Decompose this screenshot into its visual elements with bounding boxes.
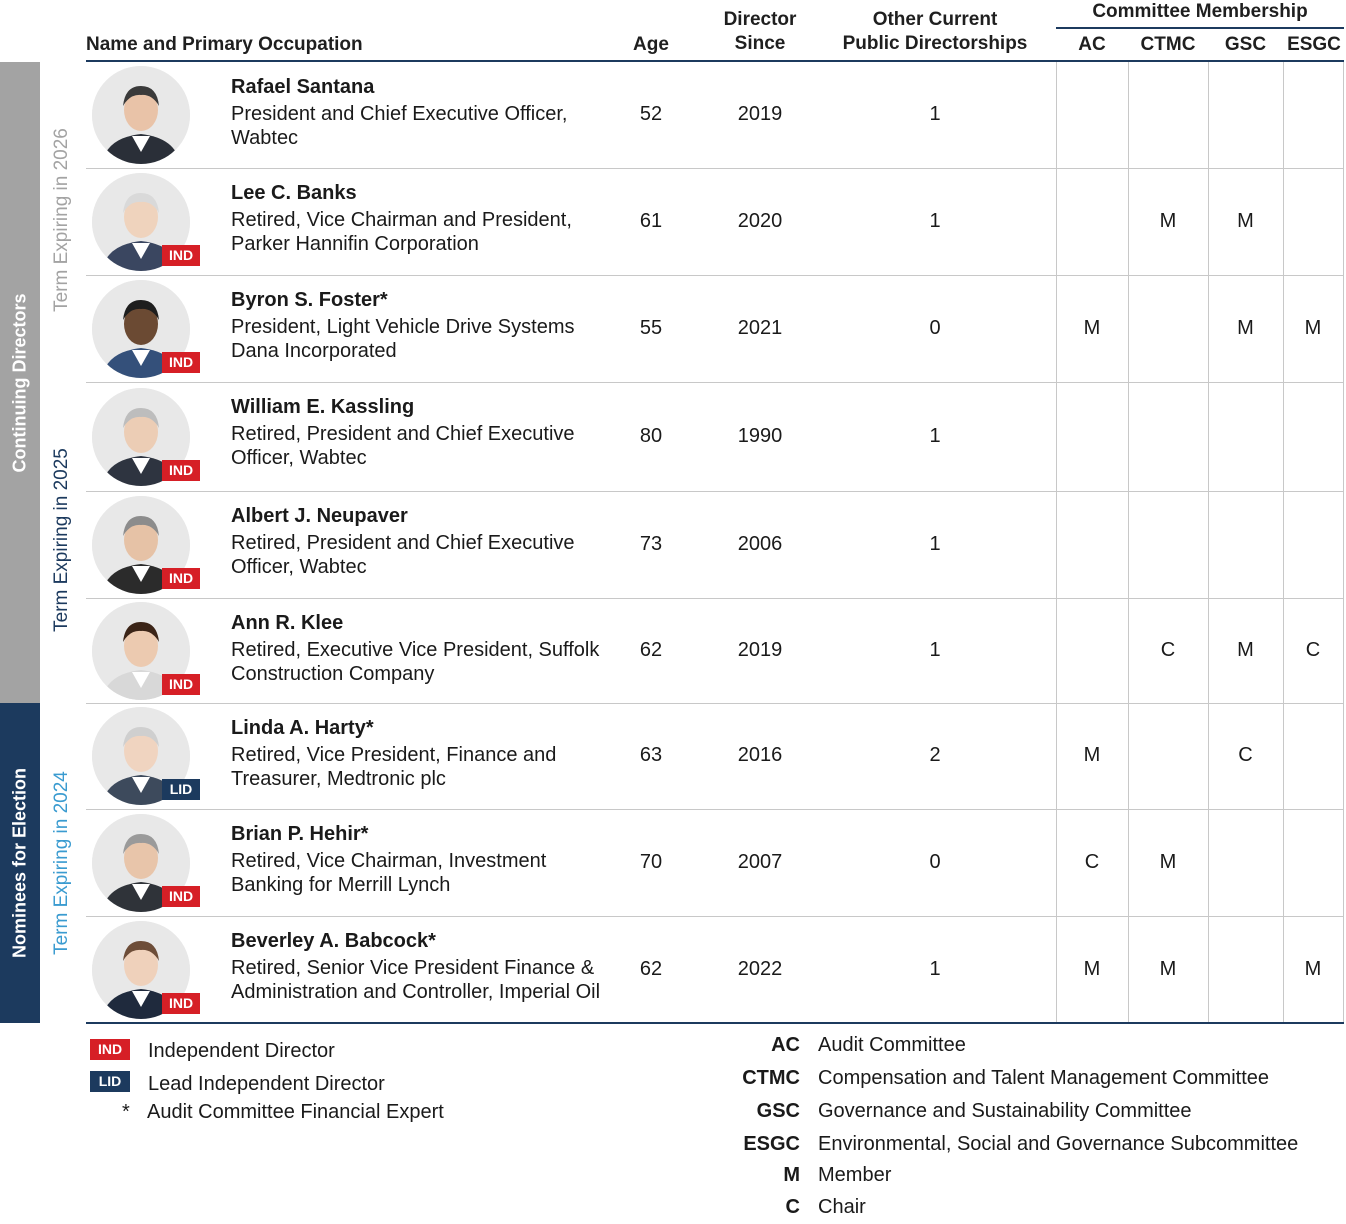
director-name: Rafael Santana bbox=[231, 76, 375, 98]
legend-lid-badge: LID bbox=[90, 1071, 130, 1092]
cell-gsc: M bbox=[1237, 209, 1254, 232]
director-occupation: Retired, Vice Chairman, Investment Banking for Merrill Lynch bbox=[231, 850, 547, 896]
table-row bbox=[86, 916, 1344, 1023]
cell-gsc: C bbox=[1238, 744, 1253, 766]
director-occupation: President, Light Vehicle Drive Systems Dana Incorporated bbox=[231, 316, 575, 362]
cell-esgc: M bbox=[1304, 316, 1322, 339]
ind-badge: IND bbox=[162, 352, 200, 373]
cell-director-since: 2019 bbox=[737, 103, 783, 125]
cell-ctmc: C bbox=[1160, 638, 1176, 661]
table-row bbox=[86, 703, 1344, 810]
header-other-col bbox=[826, 8, 1044, 56]
table-row bbox=[86, 382, 1344, 492]
cell-other-directorships: 1 bbox=[929, 957, 941, 980]
cell-ctmc: M bbox=[1159, 850, 1177, 873]
cell-age: 63 bbox=[639, 744, 663, 766]
director-occupation: Retired, Vice President, Finance and Treasurer, Medtronic plc bbox=[231, 744, 557, 790]
cell-director-since: 2019 bbox=[737, 638, 783, 661]
header-ctmc: CTMC bbox=[1140, 34, 1196, 55]
table-bottom-line bbox=[86, 1022, 1344, 1024]
header-age-col: Age bbox=[633, 34, 669, 55]
director-name: Lee C. Banks bbox=[231, 182, 357, 204]
cell-ac: M bbox=[1083, 957, 1101, 980]
cell-ac: M bbox=[1083, 316, 1101, 339]
director-name: William E. Kassling bbox=[231, 396, 415, 418]
cell-other-directorships: 1 bbox=[929, 209, 941, 232]
legend-ind-text: Independent Director bbox=[148, 1040, 335, 1062]
term-2025-text: Term Expiring in 2025 bbox=[51, 448, 72, 632]
header-other-l1: Other Current bbox=[872, 9, 998, 30]
nominees-label: Nominees for Election bbox=[9, 767, 30, 959]
table-row bbox=[86, 491, 1344, 599]
cell-other-directorships: 1 bbox=[929, 424, 941, 447]
header-other-l2: Public Directorships bbox=[842, 33, 1028, 54]
legend-ind-badge: IND bbox=[90, 1039, 130, 1060]
cell-gsc: M bbox=[1237, 638, 1254, 661]
col-divider-2 bbox=[1128, 62, 1129, 1023]
col-divider-3 bbox=[1208, 62, 1209, 1023]
cell-other-directorships: 1 bbox=[929, 532, 941, 555]
cell-director-since: 2020 bbox=[737, 209, 783, 232]
cell-director-since: 2007 bbox=[737, 850, 783, 873]
director-name: Linda A. Harty* bbox=[231, 717, 374, 739]
table-row bbox=[86, 809, 1344, 917]
director-name: Beverley A. Babcock* bbox=[231, 930, 436, 952]
continuing-directors-bar bbox=[0, 62, 40, 703]
legend-lid-text: Lead Independent Director bbox=[148, 1073, 385, 1095]
cell-ac: C bbox=[1084, 850, 1100, 873]
director-photo bbox=[92, 66, 190, 164]
director-occupation: Retired, Executive Vice President, Suffolk Construction Company bbox=[231, 639, 600, 685]
legend-abbr: C bbox=[785, 1196, 800, 1218]
cell-esgc: M bbox=[1304, 957, 1322, 980]
director-name: Albert J. Neupaver bbox=[231, 505, 408, 527]
cell-gsc: M bbox=[1237, 316, 1254, 339]
ind-badge: IND bbox=[162, 993, 200, 1014]
legend-abbr-desc: Audit Committee bbox=[818, 1034, 966, 1056]
director-occupation: Retired, President and Chief Executive Officer, Wabtec bbox=[231, 532, 575, 578]
lid-badge: LID bbox=[162, 779, 200, 800]
director-occupation: Retired, President and Chief Executive Officer, Wabtec bbox=[231, 423, 575, 469]
cell-ctmc: M bbox=[1159, 957, 1177, 980]
ind-badge: IND bbox=[162, 568, 200, 589]
header-since-l2: Since bbox=[734, 33, 786, 54]
term-2024-text: Term Expiring in 2024 bbox=[51, 771, 72, 955]
cell-director-since: 2006 bbox=[737, 532, 783, 555]
cell-other-directorships: 1 bbox=[929, 103, 941, 125]
header-esgc: ESGC bbox=[1287, 34, 1341, 55]
header-gsc: GSC bbox=[1224, 34, 1267, 55]
director-name: Brian P. Hehir* bbox=[231, 823, 369, 845]
header-since-l1: Director bbox=[723, 9, 797, 30]
cell-director-since: 2021 bbox=[737, 316, 783, 339]
table-row bbox=[86, 275, 1344, 383]
cell-age: 61 bbox=[639, 209, 663, 232]
cell-age: 80 bbox=[639, 424, 663, 447]
legend-abbr-desc: Environmental, Social and Governance Subcommittee bbox=[818, 1133, 1299, 1155]
legend-abbr: ESGC bbox=[743, 1133, 800, 1155]
legend-abbr-desc: Governance and Sustainability Committee bbox=[818, 1100, 1192, 1122]
cell-age: 73 bbox=[639, 532, 663, 555]
header-committee-group: Committee Membership bbox=[1092, 1, 1308, 22]
ind-badge: IND bbox=[162, 245, 200, 266]
table-row bbox=[86, 168, 1344, 276]
legend-abbr: CTMC bbox=[742, 1067, 800, 1089]
cell-age: 52 bbox=[639, 103, 663, 125]
cell-other-directorships: 0 bbox=[929, 316, 941, 339]
cell-age: 62 bbox=[639, 638, 663, 661]
table-row bbox=[86, 598, 1344, 704]
cell-esgc: C bbox=[1305, 638, 1321, 661]
header-name-col: Name and Primary Occupation bbox=[86, 34, 363, 55]
director-occupation: Retired, Vice Chairman and President, Parker Hannifin Corporation bbox=[231, 209, 572, 255]
cell-ac: M bbox=[1083, 744, 1101, 766]
legend-abbr: M bbox=[783, 1164, 800, 1186]
legend-abbr-desc: Chair bbox=[818, 1196, 866, 1218]
cell-director-since: 2022 bbox=[737, 957, 783, 980]
cell-director-since: 1990 bbox=[737, 424, 783, 447]
cell-other-directorships: 0 bbox=[929, 850, 941, 873]
director-name: Byron S. Foster* bbox=[231, 289, 388, 311]
cell-other-directorships: 1 bbox=[929, 638, 941, 661]
col-divider-1 bbox=[1056, 62, 1057, 1023]
legend-abbr-desc: Member bbox=[818, 1164, 892, 1186]
cell-age: 55 bbox=[639, 316, 663, 339]
header-ac: AC bbox=[1078, 34, 1106, 55]
cell-other-directorships: 2 bbox=[929, 744, 941, 766]
cell-age: 62 bbox=[639, 957, 663, 980]
col-divider-5 bbox=[1343, 62, 1344, 1023]
legend-star-text: Audit Committee Financial Expert bbox=[147, 1101, 444, 1123]
continuing-directors-label: Continuing Directors bbox=[9, 293, 30, 472]
legend-abbr-desc: Compensation and Talent Management Committee bbox=[818, 1067, 1269, 1089]
nominees-bar bbox=[0, 703, 40, 1023]
legend-abbr: GSC bbox=[756, 1100, 800, 1122]
legend-star: * bbox=[122, 1101, 130, 1123]
ind-badge: IND bbox=[162, 674, 200, 695]
ind-badge: IND bbox=[162, 460, 200, 481]
committee-group-underline bbox=[1056, 27, 1344, 29]
ind-badge: IND bbox=[162, 886, 200, 907]
cell-age: 70 bbox=[639, 850, 663, 873]
table-row bbox=[86, 62, 1344, 169]
cell-ctmc: M bbox=[1159, 209, 1177, 232]
legend-abbr: AC bbox=[771, 1034, 800, 1056]
term-2026-text: Term Expiring in 2026 bbox=[51, 128, 72, 312]
director-occupation: Retired, Senior Vice President Finance & Administration and Controller, Imperial Oil bbox=[231, 957, 601, 1003]
director-occupation: President and Chief Executive Officer, Wabtec bbox=[231, 103, 568, 149]
cell-director-since: 2016 bbox=[737, 744, 783, 766]
col-divider-4 bbox=[1283, 62, 1284, 1023]
header-since-col bbox=[700, 8, 820, 56]
director-name: Ann R. Klee bbox=[231, 612, 344, 634]
